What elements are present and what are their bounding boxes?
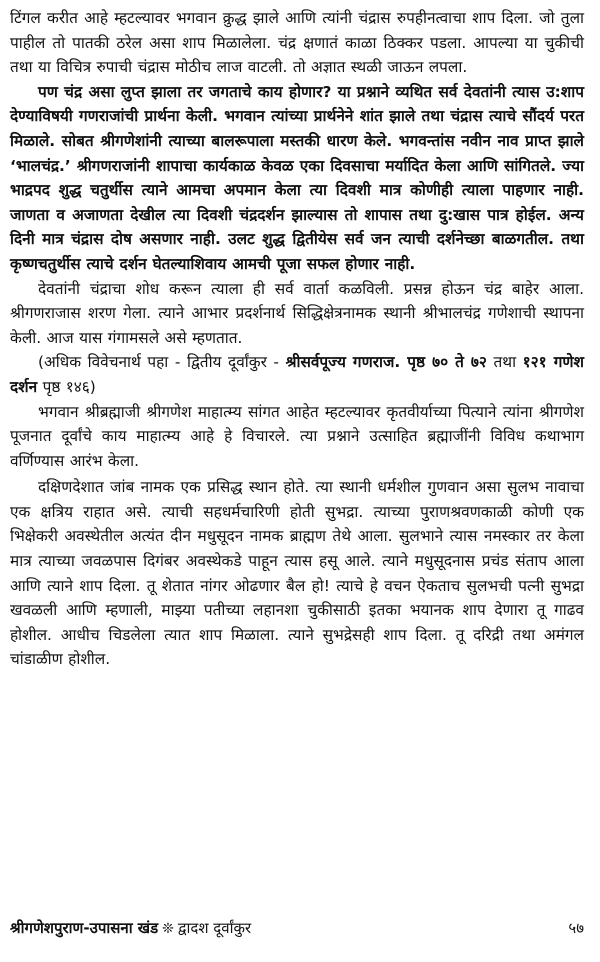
paragraph-reference — [10, 350, 584, 399]
footer-book-title: श्रीगणेशपुराण-उपासना खंड — [10, 919, 159, 937]
reference-text: पृष्ठ १४६) — [37, 377, 96, 396]
flower-ornament-icon: ❊ — [162, 921, 174, 937]
reference-book-title: श्रीसर्वपूज्य गणराज. पृष्ठ ७० ते ७२ — [285, 353, 487, 372]
paragraph-curse: टिंगल करीत आहे म्हटल्यावर भगवान क्रुद्ध झाले आणि त्यांनी चंद्रास रुपहीनत्वाचा शाप दिला. जो तुला पाहील तो पातकी ठरेल असा शाप मिळालेला. चंद्र क्षणातं काळा ठिक्कर पडला. आपल्या या चुकीची तथा या विचित्र रुपाची चंद्रास मोठीच लाज वाटली. तो अज्ञात स्थळी जाऊन लपला. — [10, 9, 584, 77]
footer-chapter: द्वादश दूर्वांकुर — [177, 919, 252, 937]
page-number: ५७ — [568, 919, 584, 937]
reference-book-title: १२१ गणेश दर्शन — [10, 353, 584, 396]
paragraph-brahma: भगवान श्रीब्रह्माजी श्रीगणेश माहात्म्य सांगत आहेत म्हटल्यावर कृतवीर्याच्या पित्याने त्यांना श्रीगणेश पूजनात दूर्वांचे काय माहात्म्य आहे हे विचारले. त्या प्रश्नाने उत्साहित ब्रह्माजींनी विविध कथाभाग वर्णिण्यास आरंभ केला. — [10, 402, 584, 470]
reference-text: (अधिक विवेचनार्थ पहा - द्वितीय दूर्वांकुर - — [38, 353, 286, 372]
paragraph-bhalchandra: पण चंद्र असा लुप्त झाला तर जगताचे काय होणार? या प्रश्नाने व्यथित सर्व देवतांनी त्यास उ:शाप देण्याविषयी गणराजांची प्रार्थना केली. भगवान त्यांच्या प्रार्थनेने शांत झाले तथा चंद्रास त्याचे सौंदर्य परत मिळाले. सोबत श्रीगणेशांनी त्याच्या बालरूपाला मस्तकी धारण केले. भगवन्तांस नवीन नाव प्राप्त झाले ‘भालचंद्र.’ श्रीगणराजांनी शापाचा कार्यकाळ केवळ एका दिवसाचा मर्यादित केला आणि सांगितले. ज्या भाद्रपद शुद्ध चतुर्थीस त्याने आमचा अपमान केला त्या दिवशी मात्र कोणीही त्याला पाहणार नाही. जाणता व अजाणता देखील त्या दिवशी चंद्रदर्शन झाल्यास तो शापास तथा दु:खास पात्र होईल. अन्य दिनी मात्र चंद्रास दोष असणार नाही. उलट शुद्ध द्वितीयेस सर्व जन त्याची दर्शनेच्छा बाळगतील. तथा कृष्णचतुर्थीस त्याचे दर्शन घेतल्याशिवाय आमची पूजा सफल होणार नाही. — [10, 82, 584, 273]
paragraph-moon-returns: देवतांनी चंद्राचा शोध करून त्याला ही सर्व वार्ता कळविली. प्रसन्न होऊन चंद्र बाहेर आला. श्रीगणराजास शरण गेला. त्याने आभार प्रदर्शनार्थ सिद्धिक्षेत्रनामक स्थानी श्रीभालचंद्र गणेशाची स्थापना केली. आज यास गंगामसले असे म्हणतात. — [10, 279, 584, 347]
footer-left — [10, 918, 251, 938]
paragraph-sulabh-story: दक्षिणदेशात जांब नामक एक प्रसिद्ध स्थान होते. त्या स्थानी धर्मशील गुणवान असा सुलभ नावाचा एक क्षत्रिय राहात असे. त्याची सहधर्मचारिणी होती सुभद्रा. त्याच्या पुराणश्रवणकाळी कोणी एक भिक्षेकरी अवस्थेतील अत्यंत दीन मधुसूदन नामक ब्राह्मण तेथे आला. सुलभाने त्यास नमस्कार तर केला मात्र त्याच्या जवळपास दिगंबर अवस्थेकडे पाहून त्यास हसू आले. त्याने मधुसूदनास प्रचंड संताप आला आणि त्याने शाप दिला. तू शेतात नांगर ओढणार बैल हो! त्याचे हे वचन ऐकताच सुलभची पत्नी सुभद्रा खवळली आणि म्हणाली, माझ्या पतीच्या लहानशा चुकीसाठी इतका भयानक शाप देणारा तू गाढव होशील. आधीच चिडलेला त्यात शाप मिळाला. त्याने सुभद्रेसही शाप दिला. तू दरिद्री तथा अमंगल चांडाळीण होशील. — [10, 478, 584, 669]
reference-text: तथा — [493, 353, 523, 372]
page-footer — [10, 918, 584, 938]
